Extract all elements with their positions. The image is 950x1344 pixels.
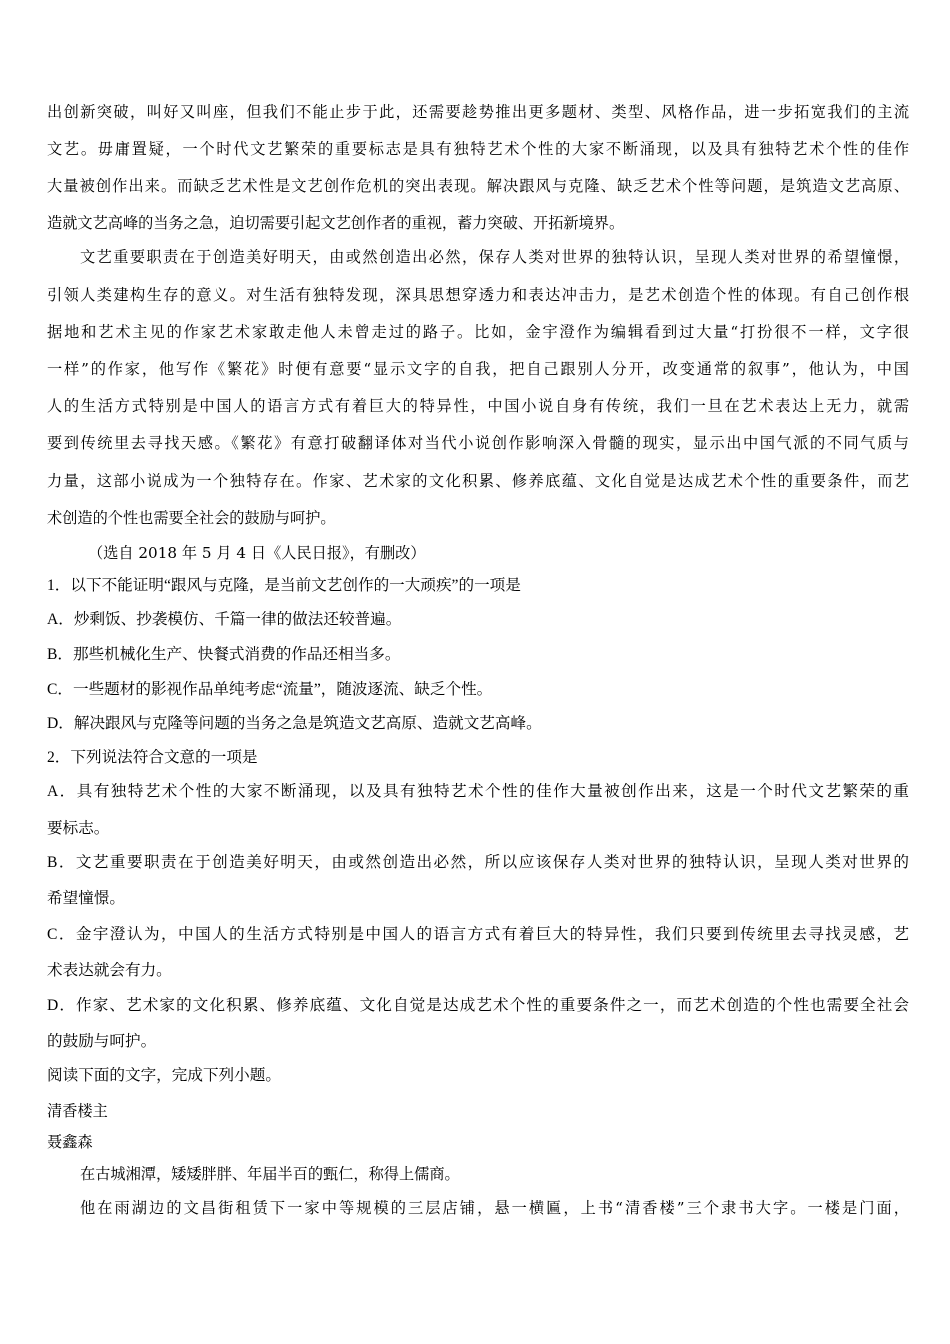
passage-line: 人的生活方式特别是中国人的语言方式有着巨大的特异性，中国小说自身有传统，我们一旦在艺术表达上无力，就需 bbox=[47, 397, 909, 415]
passage-line: 大量被创作出来。而缺乏艺术性是文艺创作危机的突出表现。解决跟风与克隆、缺乏艺术个性等问题，是筑造文艺高原、 bbox=[47, 177, 909, 195]
passage-line: 力量，这部小说成为一个独特存在。作家、艺术家的文化积累、修养底蕴、文化自觉是达成艺术个性的重要条件，而艺 bbox=[47, 472, 909, 490]
option-d: D．解决跟风与克隆等问题的当务之急是筑造文艺高原、造就文艺高峰。 bbox=[47, 715, 542, 732]
option-b: B．文艺重要职责在于创造美好明天，由或然创造出必然，所以应该保存人类对世界的独特认识，呈现人类对世界的 bbox=[47, 854, 909, 871]
passage-line: 要到传统里去寻找天感。《繁花》有意打破翻译体对当代小说创作影响深入骨髓的现实，显示出中国气派的不同气质与 bbox=[47, 434, 909, 452]
passage-line: 文艺重要职责在于创造美好明天，由或然创造出必然，保存人类对世界的独特认识，呈现人类对世界的希望憧憬， bbox=[80, 248, 909, 266]
option-b: B．那些机械化生产、快餐式消费的作品还相当多。 bbox=[47, 646, 401, 663]
passage-line: 引领人类建构生存的意义。对生活有独特发现，深具思想穿透力和表达冲击力，是艺术创造个性的体现。有自己创作根 bbox=[47, 286, 909, 304]
question-stem: 2．下列说法符合文意的一项是 bbox=[47, 749, 258, 766]
reading-instruction: 阅读下面的文字，完成下列小题。 bbox=[47, 1067, 281, 1084]
passage-line: 出创新突破，叫好又叫座，但我们不能止步于此，还需要趁势推出更多题材、类型、风格作品，进一步拓宽我们的主流 bbox=[47, 103, 909, 121]
passage-line: 一样”的作家，他写作《繁花》时便有意要“显示文字的自我，把自己跟别人分开，改变通常的叙事”，他认为，中国 bbox=[47, 360, 909, 378]
option-b-cont: 希望憧憬。 bbox=[47, 890, 125, 907]
story-author: 聂鑫森 bbox=[47, 1133, 93, 1151]
option-a-cont: 要标志。 bbox=[47, 820, 110, 837]
passage-line: 文艺。毋庸置疑，一个时代文艺繁荣的重要标志是具有独特艺术个性的大家不断涌现，以及具有独特艺术个性的佳作 bbox=[47, 140, 909, 158]
passage-line: 造就文艺高峰的当务之急，迫切需要引起文艺创作者的重视，蓄力突破、开拓新境界。 bbox=[47, 214, 625, 232]
option-d: D．作家、艺术家的文化积累、修养底蕴、文化自觉是达成艺术个性的重要条件之一，而艺术创造的个性也需要全社会 bbox=[47, 997, 909, 1014]
option-c-cont: 术表达就会有力。 bbox=[47, 962, 172, 979]
story-line: 他在雨湖边的文昌街租赁下一家中等规模的三层店铺，悬一横匾，上书“清香楼”三个隶书大字。一楼是门面， bbox=[80, 1199, 909, 1217]
passage-line: 术创造的个性也需要全社会的鼓励与呵护。 bbox=[47, 509, 336, 527]
passage-line: 据地和艺术主见的作家艺术家敢走他人未曾走过的路子。比如，金宇澄作为编辑看到过大量“打扮很不一样，文字很 bbox=[47, 323, 909, 341]
story-line: 在古城湘潭，矮矮胖胖、年届半百的甄仁，称得上儒商。 bbox=[80, 1165, 460, 1183]
option-d-cont: 的鼓励与呵护。 bbox=[47, 1033, 157, 1050]
story-title: 清香楼主 bbox=[47, 1102, 108, 1120]
option-a: A．具有独特艺术个性的大家不断涌现，以及具有独特艺术个性的佳作大量被创作出来，这是一个时代文艺繁荣的重 bbox=[47, 783, 909, 800]
option-c: C．一些题材的影视作品单纯考虑“流量”，随波逐流、缺乏个性。 bbox=[47, 681, 493, 698]
source-citation: （选自 2018 年 5 月 4 日《人民日报》，有删改） bbox=[88, 544, 426, 562]
option-c: C．金宇澄认为，中国人的生活方式特别是中国人的语言方式有着巨大的特异性，我们只要到传统里去寻找灵感，艺 bbox=[47, 926, 909, 943]
option-a: A．炒剩饭、抄袭模仿、千篇一律的做法还较普遍。 bbox=[47, 611, 402, 628]
question-stem: 1．以下不能证明“跟风与克隆，是当前文艺创作的一大顽疾”的一项是 bbox=[47, 577, 521, 594]
